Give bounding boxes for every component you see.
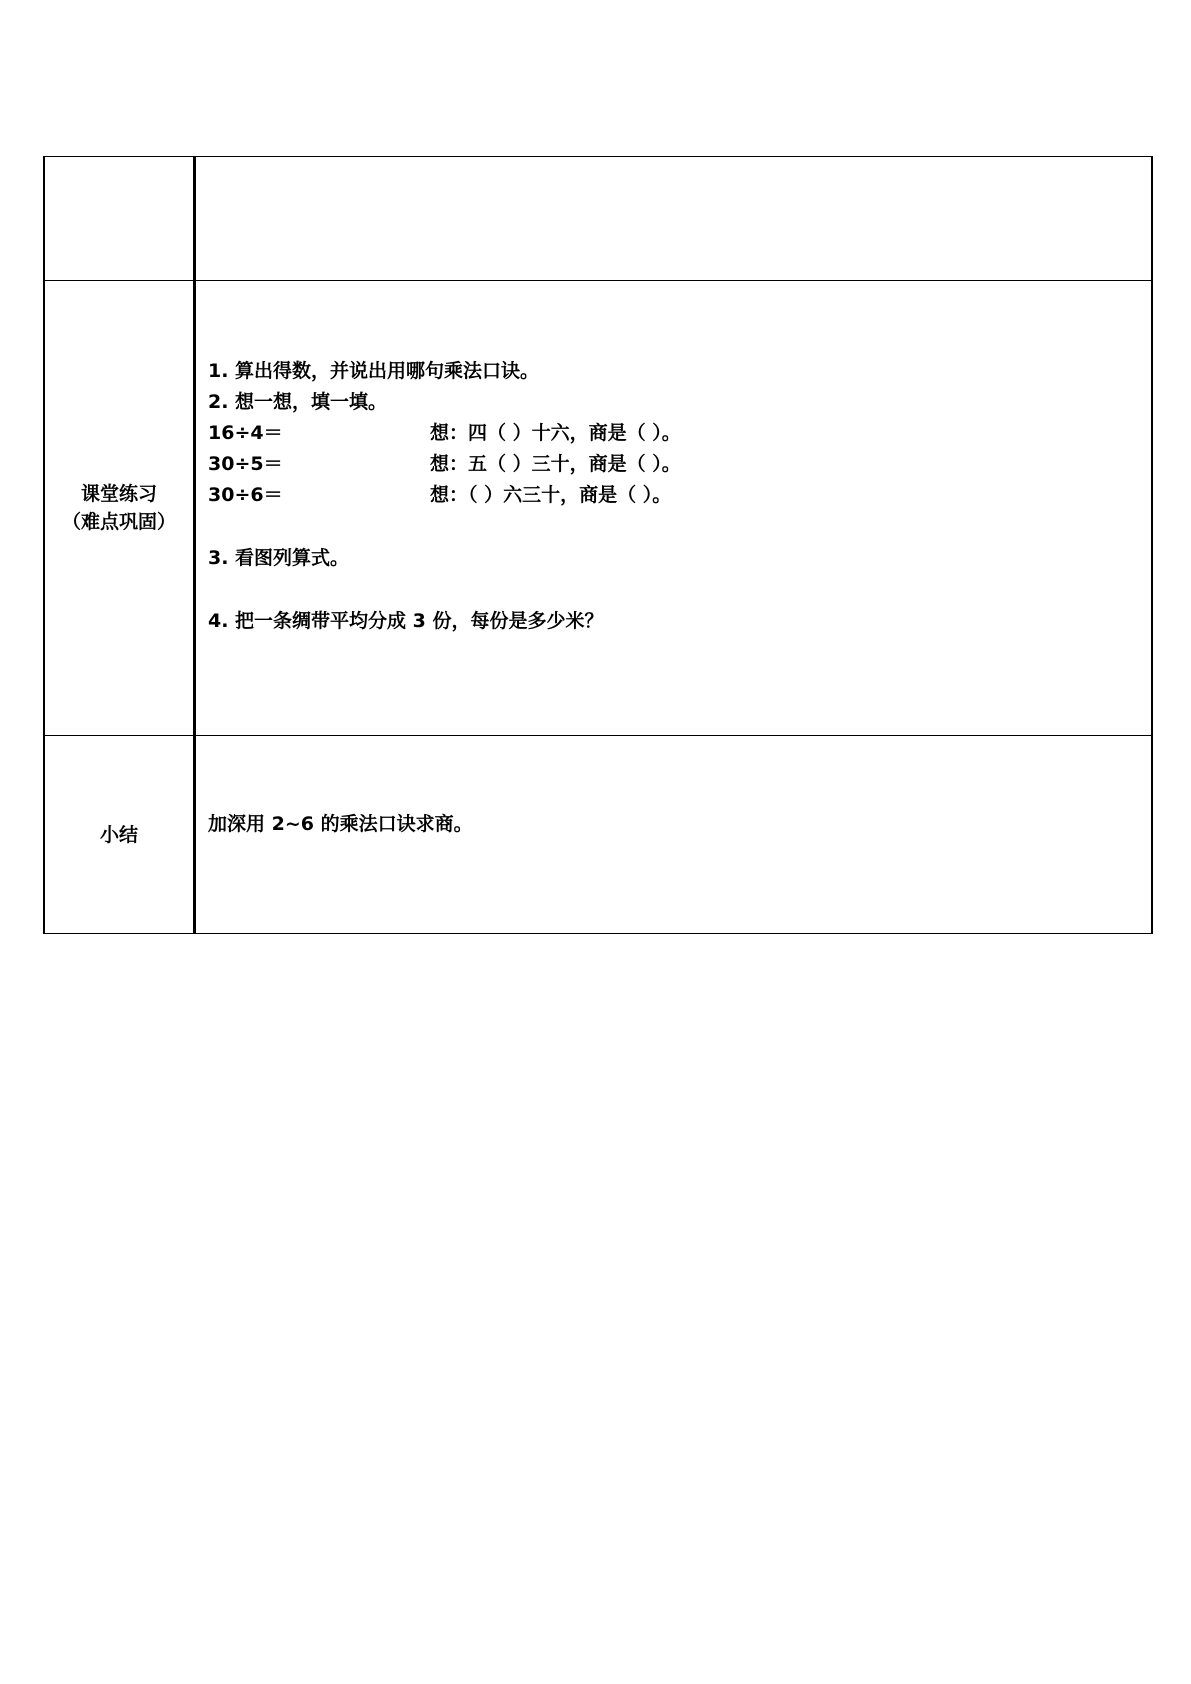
exercise-item-1: 1. 算出得数，并说出用哪句乘法口诀。 xyxy=(208,359,540,382)
practice-label-cell xyxy=(44,281,195,736)
practice-sublabel: （难点巩固） xyxy=(61,511,176,533)
equation-hint: 想：四（ ）十六，商是（ ）。 xyxy=(430,421,681,444)
summary-label: 小结 xyxy=(99,823,138,846)
table-row xyxy=(44,281,1152,736)
equation-expression: 30÷5＝ xyxy=(208,452,283,475)
practice-label: 课堂练习 xyxy=(80,483,157,505)
equation-hint: 想：（ ）六三十，商是（ ）。 xyxy=(430,483,672,506)
table-row xyxy=(44,736,1152,934)
table-row xyxy=(44,157,1152,281)
summary-content-cell xyxy=(195,736,1153,934)
equation-row xyxy=(208,480,1151,511)
lesson-table xyxy=(43,156,1153,934)
practice-content-cell xyxy=(195,281,1153,736)
exercise-item-2: 2. 想一想，填一填。 xyxy=(208,390,388,413)
exercise-item-4: 4. 把一条绸带平均分成 3 份，每份是多少米？ xyxy=(208,609,604,632)
equation-expression: 16÷4＝ xyxy=(208,421,283,444)
equation-expression: 30÷6＝ xyxy=(208,483,283,506)
equation-row xyxy=(208,418,1151,449)
exercise-item-3: 3. 看图列算式。 xyxy=(208,546,350,569)
summary-label-cell xyxy=(44,736,195,934)
equation-hint: 想：五（ ）三十，商是（ ）。 xyxy=(430,452,681,475)
equation-row xyxy=(208,449,1151,480)
summary-text: 加深用 2~6 的乘法口诀求商。 xyxy=(208,813,473,835)
empty-label-cell xyxy=(44,157,195,281)
empty-content-cell xyxy=(195,157,1153,281)
